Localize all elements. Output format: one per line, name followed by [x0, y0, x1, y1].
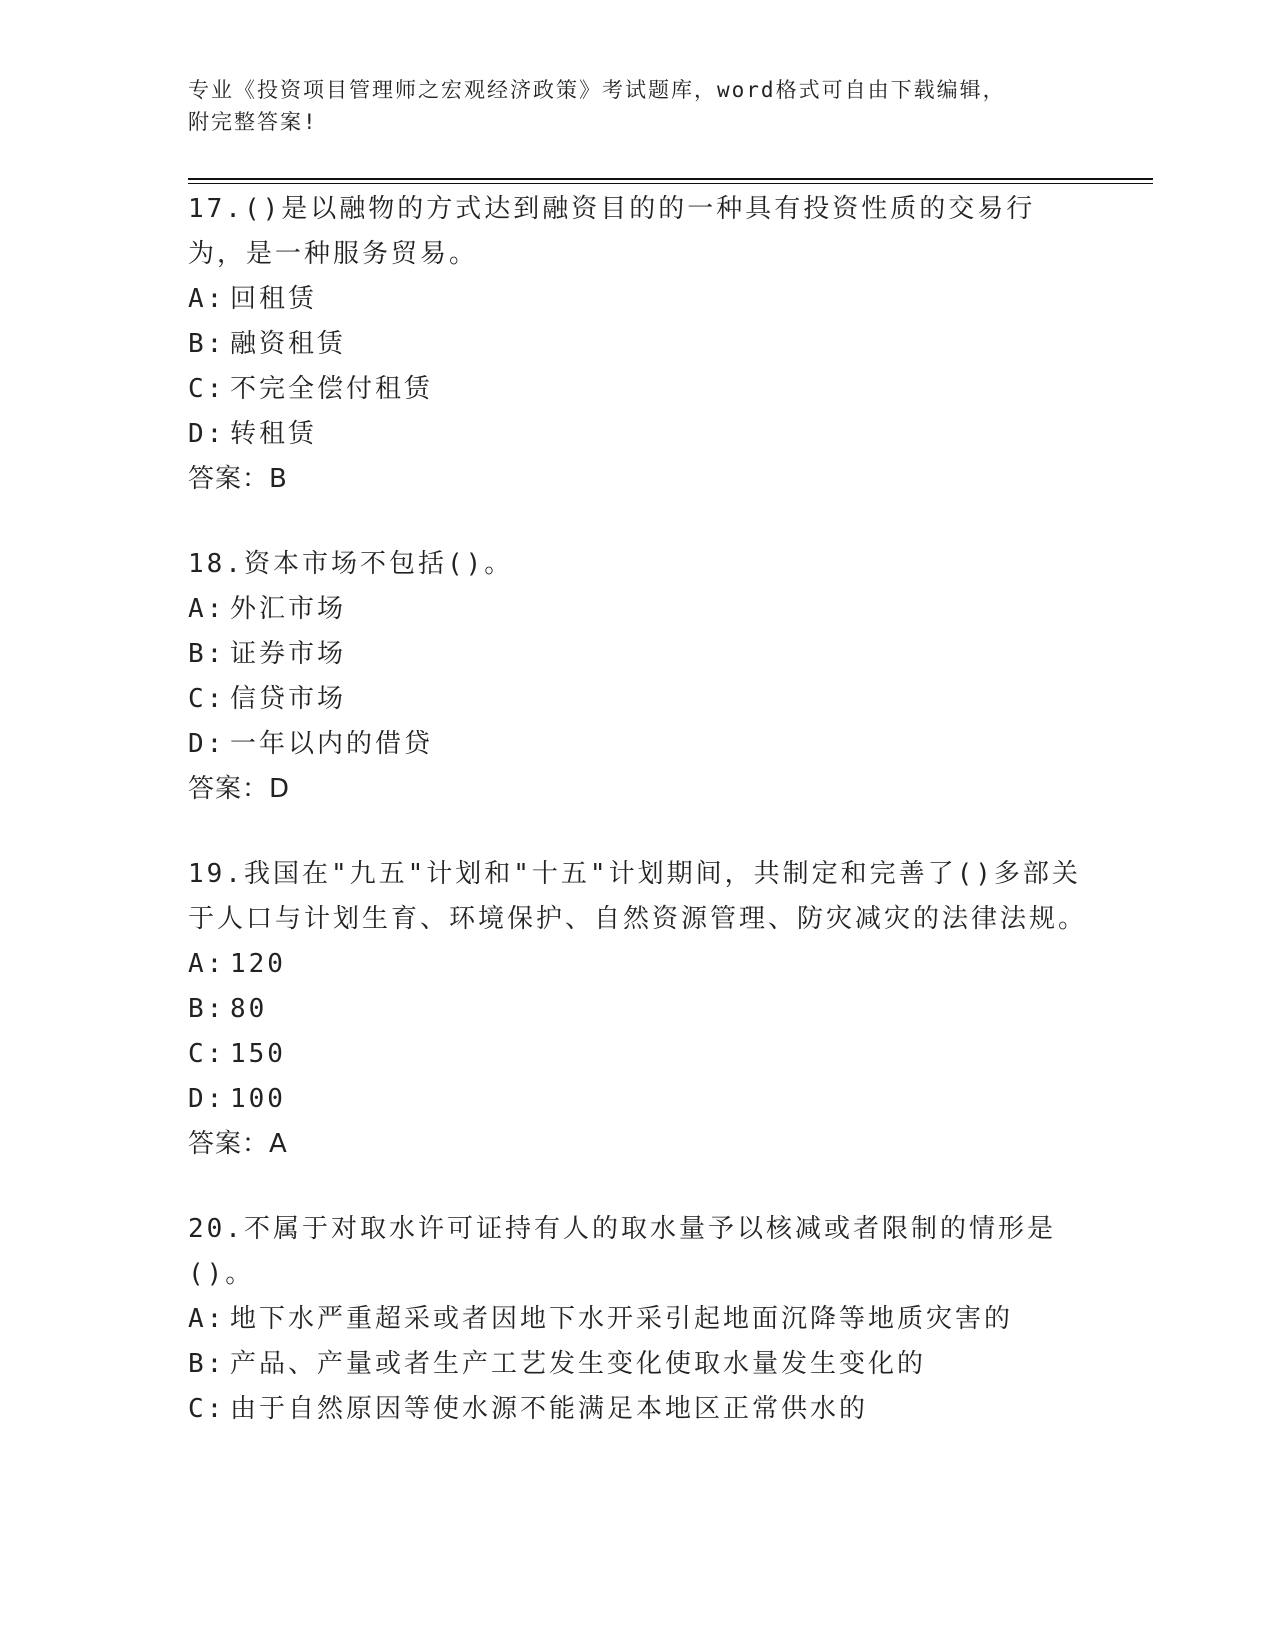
- option-letter: A:: [188, 284, 226, 314]
- option-letter: D:: [188, 1084, 226, 1114]
- option-a: [188, 277, 1088, 322]
- question-19: [188, 852, 1088, 1167]
- answer-label: 答案：A: [188, 1129, 288, 1159]
- question-stem: 18.资本市场不包括()。: [188, 549, 514, 579]
- document-header: [188, 74, 1088, 138]
- option-d: [188, 1077, 1088, 1122]
- question-stem: 20.不属于对取水许可证持有人的取水量予以核减或者限制的情形是()。: [188, 1214, 1056, 1289]
- option-letter: C:: [188, 684, 226, 714]
- option-text: 证券市场: [230, 639, 347, 669]
- option-a: [188, 587, 1088, 632]
- option-text: 100: [230, 1084, 286, 1114]
- question-17: [188, 187, 1088, 502]
- option-a: [188, 1297, 1088, 1342]
- option-c: [188, 367, 1088, 412]
- option-text: 回租赁: [230, 284, 318, 314]
- header-divider-thick: [188, 178, 1153, 180]
- option-letter: D:: [188, 419, 226, 449]
- option-letter: D:: [188, 729, 226, 759]
- option-text: 80: [230, 994, 268, 1024]
- option-b: [188, 1342, 1088, 1387]
- option-text: 信贷市场: [230, 684, 347, 714]
- question-18: [188, 542, 1088, 812]
- option-text: 120: [230, 949, 286, 979]
- option-b: [188, 987, 1088, 1032]
- option-d: [188, 722, 1088, 767]
- option-b: [188, 632, 1088, 677]
- question-stem: 19.我国在"九五"计划和"十五"计划期间，共制定和完善了()多部关于人口与计划生育、环境保护、自然资源管理、防灾减灾的法律法规。: [188, 859, 1088, 934]
- option-letter: C:: [188, 1039, 226, 1069]
- option-b: [188, 322, 1088, 367]
- option-letter: C:: [188, 1394, 226, 1424]
- option-letter: B:: [188, 994, 226, 1024]
- option-d: [188, 412, 1088, 457]
- option-letter: A:: [188, 949, 226, 979]
- option-text: 转租赁: [230, 419, 318, 449]
- option-text: 不完全偿付租赁: [230, 374, 434, 404]
- option-a: [188, 942, 1088, 987]
- header-divider-thin: [188, 183, 1153, 184]
- option-text: 由于自然原因等使水源不能满足本地区正常供水的: [230, 1394, 869, 1424]
- option-letter: B:: [188, 1349, 226, 1379]
- option-text: 150: [230, 1039, 286, 1069]
- option-letter: B:: [188, 639, 226, 669]
- option-letter: A:: [188, 1304, 226, 1334]
- header-line-1: 专业《投资项目管理师之宏观经济政策》考试题库，word格式可自由下载编辑，: [188, 78, 1006, 102]
- option-c: [188, 1032, 1088, 1077]
- option-text: 一年以内的借贷: [230, 729, 434, 759]
- option-letter: B:: [188, 329, 226, 359]
- answer-label: 答案：B: [188, 464, 288, 494]
- question-stem: 17.()是以融物的方式达到融资目的的一种具有投资性质的交易行为，是一种服务贸易。: [188, 194, 1036, 269]
- option-text: 产品、产量或者生产工艺发生变化使取水量发生变化的: [230, 1349, 927, 1379]
- option-letter: C:: [188, 374, 226, 404]
- header-line-2: 附完整答案!: [188, 110, 318, 134]
- option-c: [188, 677, 1088, 722]
- option-c: [188, 1387, 1088, 1432]
- option-letter: A:: [188, 594, 226, 624]
- answer-label: 答案：D: [188, 774, 291, 804]
- option-text: 融资租赁: [230, 329, 347, 359]
- option-text: 地下水严重超采或者因地下水开采引起地面沉降等地质灾害的: [230, 1304, 1014, 1334]
- option-text: 外汇市场: [230, 594, 347, 624]
- question-20: [188, 1207, 1088, 1432]
